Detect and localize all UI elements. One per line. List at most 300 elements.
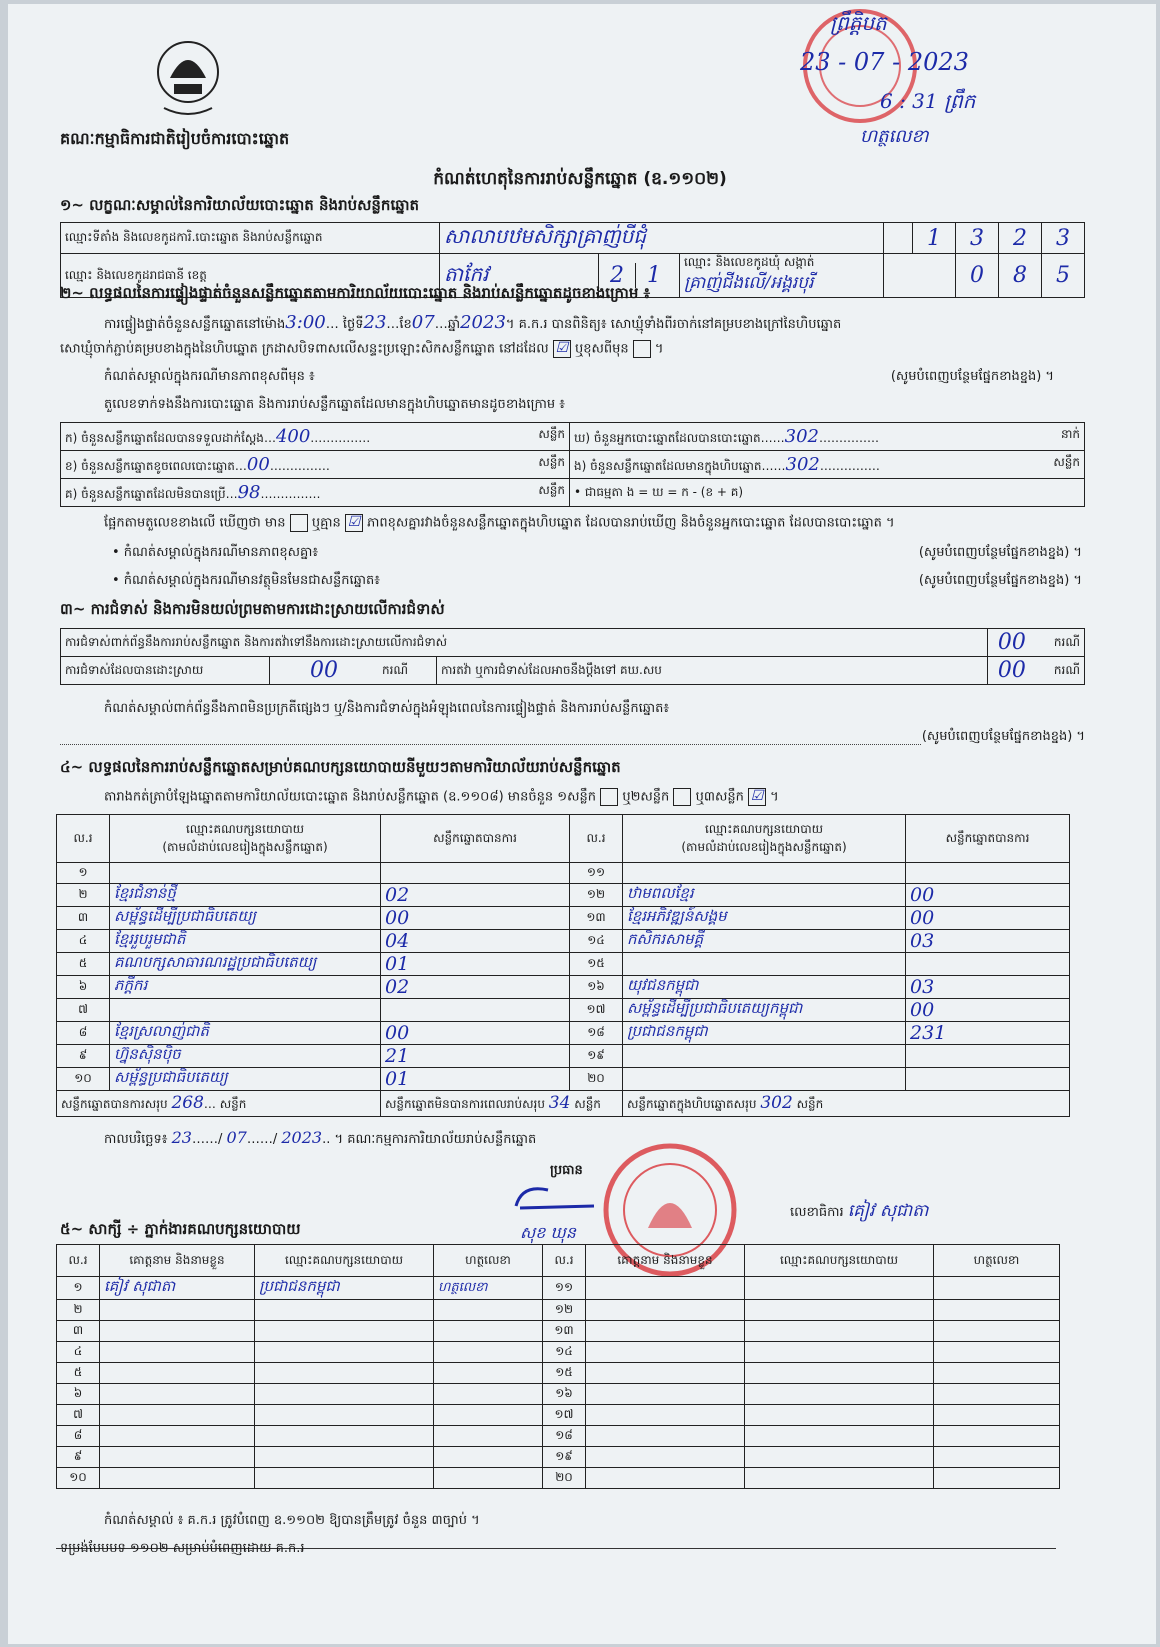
col-name: គោត្តនាម និងនាមខ្លួន bbox=[100, 1245, 255, 1277]
witness-party bbox=[745, 1405, 934, 1426]
witness-signature bbox=[934, 1405, 1060, 1426]
difference-note-label: កំណត់សម្គាល់ក្នុងករណីមានភាពខុសពីមុន ៖ bbox=[104, 369, 315, 384]
witness-no: ១៨ bbox=[543, 1426, 586, 1447]
witness-no: ៣ bbox=[57, 1321, 100, 1342]
col-sign: ហត្ថលេខា bbox=[934, 1245, 1060, 1277]
commune-name: គ្រាញ់ជីងលើ/អង្គរបុរី bbox=[684, 273, 814, 293]
discrepancy-no-label: ឬគ្មាន bbox=[311, 515, 341, 531]
col-party: ឈ្មោះគណបក្សនយោបាយ (តាមលំដាប់លេខរៀងក្នុងសន្លឹកឆ្នោត) bbox=[623, 815, 906, 863]
bullet-foreign-object-label: • កំណត់សម្គាល់ក្នុងករណីមានវត្ថុមិនមែនជាសន្លឹកឆ្នោត៖ bbox=[112, 573, 380, 588]
witness-party bbox=[745, 1342, 934, 1363]
tally-sheet-line bbox=[104, 788, 779, 808]
form-footer: ទម្រង់បែបបទ ១១០២ សម្រាប់បំពេញដោយ គ.ក.រ bbox=[60, 1541, 305, 1556]
witness-party bbox=[745, 1384, 934, 1405]
party-no: ១៥ bbox=[570, 953, 623, 976]
bullet-foreign-object-line bbox=[112, 572, 1082, 591]
witness-row bbox=[57, 1342, 1060, 1363]
party-votes: 02 bbox=[381, 884, 570, 907]
party-row bbox=[57, 884, 1070, 907]
witness-no: ១៦ bbox=[543, 1384, 586, 1405]
witness-signature bbox=[434, 1321, 543, 1342]
witness-party bbox=[745, 1321, 934, 1342]
seal-check-text: សោឃ្មុំចាក់ភ្ជាប់គម្របខាងក្នុងនៃហិបឆ្នោត ក្រដាសបិទពាសលើសន្ទះប្រឡោះសិកសន្លឹកឆ្នោត នៅដដែល bbox=[60, 341, 549, 357]
chair-signature-icon bbox=[512, 1182, 602, 1216]
witness-signature bbox=[434, 1447, 543, 1468]
figure-row bbox=[61, 479, 1085, 507]
witness-signature bbox=[434, 1468, 543, 1489]
witness-name bbox=[100, 1405, 255, 1426]
commission-name: គណៈកម្មាធិការជាតិរៀបចំការបោះឆ្នោត bbox=[60, 129, 290, 148]
figure-left-cell: ក) ចំនួនសន្លឹកឆ្នោតដែលបានទទួលដាក់ស្តែង…400…………… សន្លឹក bbox=[61, 423, 570, 451]
figure-left-value: 00 bbox=[246, 453, 270, 475]
difference-note-line bbox=[104, 368, 1054, 387]
unit: សន្លឹក bbox=[574, 1097, 601, 1111]
resolved-label: ការជំទាស់ដែលបានដោះស្រាយ bbox=[61, 657, 270, 685]
discrepancy-line bbox=[104, 514, 895, 534]
discrepancy-text: ភាពខុសគ្នារវាងចំនួនសន្លឹកឆ្នោតក្នុងហិបឆ្នោត ដែលបានរាប់ឃើញ និងចំនួនអ្នកបោះឆ្នោត ដែលបានបោះឆ្នោត ។ bbox=[367, 515, 895, 531]
appeal-label: ការតវ៉ា ឬការជំទាស់ដែលអាចនឹងប្តឹងទៅ គឃ.សប bbox=[437, 657, 988, 685]
witness-no: ២០ bbox=[543, 1468, 586, 1489]
form-note: កំណត់សម្គាល់ ៖ គ.ក.រ ត្រូវបំពេញ ឧ.១១០២ ឱ្យបានត្រឹមត្រូវ ចំនួន ៣ច្បាប់ ។ bbox=[104, 1513, 480, 1528]
figure-row bbox=[61, 451, 1085, 479]
total-box-label: សន្លឹកឆ្នោតក្នុងហិបឆ្នោតសរុប bbox=[627, 1097, 757, 1111]
party-name: ភក្តីករ bbox=[110, 976, 381, 999]
seal-check-end: ។ bbox=[654, 341, 664, 357]
party-votes: 00 bbox=[906, 999, 1070, 1022]
party-no: ១៨ bbox=[570, 1022, 623, 1045]
party-row bbox=[57, 930, 1070, 953]
party-row bbox=[57, 1045, 1070, 1068]
section5-title: ៥~ សាក្សី ÷ ភ្នាក់ងារគណបក្សនយោបាយ bbox=[60, 1220, 301, 1238]
witness-name bbox=[586, 1405, 745, 1426]
date-day: 23 bbox=[171, 1128, 192, 1147]
witness-name bbox=[100, 1468, 255, 1489]
resolved-count: 00 bbox=[270, 657, 379, 685]
witness-signature bbox=[934, 1363, 1060, 1384]
figure-right-value: 302 bbox=[785, 453, 820, 475]
party-no: ៧ bbox=[57, 999, 110, 1022]
witness-no: ១ bbox=[57, 1277, 100, 1300]
witness-signature bbox=[934, 1447, 1060, 1468]
witness-no: ៥ bbox=[57, 1363, 100, 1384]
witness-row bbox=[57, 1468, 1060, 1489]
party-no: ៨ bbox=[57, 1022, 110, 1045]
total-valid-label: សន្លឹកឆ្នោតបានការសរុប bbox=[61, 1097, 168, 1111]
witness-no: ១៤ bbox=[543, 1342, 586, 1363]
secretary-line bbox=[790, 1200, 928, 1225]
verification-time-label: ការផ្ទៀងផ្ទាត់ចំនួនសន្លឹកឆ្នោតនៅម៉ោង bbox=[104, 317, 286, 332]
commune-code-digit: 8 bbox=[999, 254, 1042, 298]
figure-right-value: 302 bbox=[784, 425, 819, 447]
witness-table bbox=[56, 1244, 1060, 1489]
tally-sheet-end: ។ bbox=[770, 789, 779, 805]
witness-party bbox=[745, 1300, 934, 1321]
witness-no: ១៩ bbox=[543, 1447, 586, 1468]
witness-no: ១៣ bbox=[543, 1321, 586, 1342]
complaints-label: ការជំទាស់ពាក់ព័ន្ធនឹងការរាប់សន្លឹកឆ្នោត និងការតវ៉ាទៅនឹងការដោះស្រាយលើការជំទាស់ bbox=[61, 629, 988, 657]
party-name bbox=[110, 863, 381, 884]
tally-two-sheets-checkbox[interactable] bbox=[673, 788, 691, 806]
col-party: ឈ្មោះគណបក្សនយោបាយ bbox=[745, 1245, 934, 1277]
witness-name bbox=[100, 1426, 255, 1447]
station-code-digit: 1 bbox=[913, 223, 956, 254]
witness-no: ១១ bbox=[543, 1277, 586, 1300]
witness-row bbox=[57, 1363, 1060, 1384]
total-invalid-value: 34 bbox=[548, 1093, 571, 1113]
party-results-table bbox=[56, 814, 1070, 1117]
party-name: ឋាមពលខ្មែរ bbox=[623, 884, 906, 907]
verification-time-line: ការផ្ទៀងផ្ទាត់ចំនួនសន្លឹកឆ្នោតនៅម៉ោង3:00… ថ្ងៃទី23…ខែ07…ឆ្នាំ2023។ គ.ក.រ បានពិនិត្យ៖ សោឃ្មុំទាំងពីរចាក់នៅគម្របខាងក្រៅនៃហិបឆ្នោត bbox=[104, 312, 842, 333]
witness-signature bbox=[934, 1468, 1060, 1489]
unit: សន្លឹក bbox=[796, 1097, 824, 1111]
party-votes bbox=[906, 1068, 1070, 1091]
stamp-handwriting-1: ព្រឹត្តិបត bbox=[830, 11, 887, 35]
party-name bbox=[623, 1068, 906, 1091]
witness-name: គៀវ សុជាតា bbox=[100, 1277, 255, 1300]
province-name: តាកែវ bbox=[440, 254, 599, 298]
bullet-difference-label: • កំណត់សម្គាល់ក្នុងករណីមានភាពខុសគ្នា៖ bbox=[112, 545, 319, 560]
figure-right-unit: នាក់ bbox=[1060, 426, 1080, 441]
commune-label: ឈ្មោះ និងលេខកូដឃុំ សង្កាត់ bbox=[684, 255, 815, 269]
party-no: ១១ bbox=[570, 863, 623, 884]
month-label: ខែ bbox=[399, 317, 412, 332]
party-name: យុវជនកម្ពុជា bbox=[623, 976, 906, 999]
witness-no: ១០ bbox=[57, 1468, 100, 1489]
total-valid-cell: សន្លឹកឆ្នោតបានការសរុប 268… សន្លឹក bbox=[57, 1091, 381, 1117]
figure-right-label: ង) ចំនួនសន្លឹកឆ្នោតដែលមានក្នុងហិបឆ្នោត bbox=[574, 458, 762, 473]
witness-row bbox=[57, 1277, 1060, 1300]
figure-left-unit: សន្លឹក bbox=[538, 454, 565, 469]
party-name bbox=[623, 863, 906, 884]
witness-row bbox=[57, 1384, 1060, 1405]
witness-party bbox=[255, 1384, 434, 1405]
section4-title: ៤~ លទ្ធផលនៃការរាប់សន្លឹកឆ្នោតសម្រាប់គណបក្សនយោបាយនីមួយៗតាមការិយាល័យរាប់សន្លឹកឆ្នោត bbox=[60, 758, 621, 776]
fill-back-note: (សូមបំពេញបន្ថែមផ្នែកខាងខ្នង) ។ bbox=[922, 728, 1085, 747]
figure-right-label: ឃ) ចំនួនអ្នកបោះឆ្នោតដែលបានបោះឆ្នោត bbox=[574, 430, 761, 445]
witness-party bbox=[745, 1426, 934, 1447]
discrepancy-label: ផ្អែកតាមតួលេខខាងលើ ឃើញថា មាន bbox=[104, 515, 286, 531]
witness-no: ៨ bbox=[57, 1426, 100, 1447]
party-name bbox=[623, 953, 906, 976]
witness-signature bbox=[434, 1363, 543, 1384]
station-code-digit: 3 bbox=[956, 223, 999, 254]
witness-signature bbox=[434, 1300, 543, 1321]
party-no: ១២ bbox=[570, 884, 623, 907]
witness-row bbox=[57, 1300, 1060, 1321]
witness-party bbox=[255, 1468, 434, 1489]
party-no: ៩ bbox=[57, 1045, 110, 1068]
stamp-date: 23 - 07 - 2023 bbox=[800, 48, 969, 76]
fill-back-note: (សូមបំពេញបន្ថែមផ្នែកខាងខ្នង) ។ bbox=[918, 545, 1082, 560]
figures-intro: តួលេខទាក់ទងនឹងការបោះឆ្នោត និងការរាប់សន្លឹកឆ្នោតដែលមានក្នុងហិបឆ្នោតមានដូចខាងក្រោម ៖ bbox=[104, 397, 565, 412]
witness-name bbox=[586, 1468, 745, 1489]
witness-no: ២ bbox=[57, 1300, 100, 1321]
col-no: ល.រ bbox=[57, 815, 110, 863]
fill-back-note: (សូមបំពេញបន្ថែមផ្នែកខាងខ្នង) ។ bbox=[890, 369, 1054, 384]
witness-signature bbox=[934, 1277, 1060, 1300]
witness-signature bbox=[434, 1405, 543, 1426]
witness-signature bbox=[434, 1426, 543, 1447]
station-code-digit: 3 bbox=[1042, 223, 1085, 254]
party-votes bbox=[906, 863, 1070, 884]
party-row bbox=[57, 863, 1070, 884]
verification-time-text: ។ គ.ក.រ បានពិនិត្យ៖ សោឃ្មុំទាំងពីរចាក់នៅគម្របខាងក្រៅនៃហិបឆ្នោត bbox=[505, 317, 842, 332]
commune-code-digit: 5 bbox=[1042, 254, 1085, 298]
seal-unchanged-checkbox[interactable]: ☑ bbox=[553, 340, 571, 358]
party-name: ខ្មែរអភិវឌ្ឍន៍សង្គម bbox=[623, 907, 906, 930]
secretary-name: គៀវ សុជាតា bbox=[847, 1201, 929, 1221]
tally-three-sheets-checkbox[interactable]: ☑ bbox=[748, 788, 766, 806]
witness-name bbox=[100, 1300, 255, 1321]
witness-party bbox=[255, 1342, 434, 1363]
witness-party bbox=[745, 1447, 934, 1468]
party-name: ប្រជាជនកម្ពុជា bbox=[623, 1022, 906, 1045]
party-no: ៦ bbox=[57, 976, 110, 999]
discrepancy-no-checkbox[interactable]: ☑ bbox=[345, 514, 363, 532]
col-no: ល.រ bbox=[57, 1245, 100, 1277]
witness-party bbox=[745, 1363, 934, 1384]
witness-signature bbox=[934, 1384, 1060, 1405]
province-label: ឈ្មោះ និងលេខកូដរាជធានី ខេត្ត bbox=[61, 254, 440, 298]
committee-label: ។ គណៈកម្មការការិយាល័យរាប់សន្លឹកឆ្នោត bbox=[334, 1132, 537, 1147]
verification-day: 23 bbox=[363, 312, 387, 333]
witness-name bbox=[100, 1342, 255, 1363]
party-name: ខ្មែរជំនាន់ថ្មី bbox=[110, 884, 381, 907]
seal-changed-checkbox[interactable] bbox=[633, 340, 651, 358]
party-name: សម្ព័ន្ធប្រជាធិបតេយ្យ bbox=[110, 1068, 381, 1091]
cases-unit: ករណី bbox=[378, 657, 437, 685]
province-code-digit: 2 bbox=[599, 263, 636, 288]
col-party: ឈ្មោះគណបក្សនយោបាយ (តាមលំដាប់លេខរៀងក្នុងសន្លឹកឆ្នោត) bbox=[110, 815, 381, 863]
party-no: ៥ bbox=[57, 953, 110, 976]
day-label: ថ្ងៃទី bbox=[342, 317, 364, 332]
chair-name: សុខ ឃុន bbox=[520, 1223, 576, 1242]
discrepancy-yes-checkbox[interactable] bbox=[290, 514, 308, 532]
witness-party bbox=[255, 1300, 434, 1321]
party-votes: 01 bbox=[381, 953, 570, 976]
witness-party bbox=[255, 1405, 434, 1426]
witness-row bbox=[57, 1405, 1060, 1426]
witness-name bbox=[100, 1321, 255, 1342]
party-row bbox=[57, 953, 1070, 976]
party-votes bbox=[906, 953, 1070, 976]
figure-right-cell: ឃ) ចំនួនអ្នកបោះឆ្នោតដែលបានបោះឆ្នោត……302…………… នាក់ bbox=[570, 423, 1085, 451]
province-code-digit: 1 bbox=[647, 263, 661, 288]
appeal-count: 00 bbox=[987, 657, 1036, 685]
witness-party bbox=[255, 1426, 434, 1447]
witness-name bbox=[586, 1447, 745, 1468]
witness-no: ៩ bbox=[57, 1447, 100, 1468]
party-name: កសិករសាមគ្គី bbox=[623, 930, 906, 953]
col-no: ល.រ bbox=[570, 815, 623, 863]
date-label: កាលបរិច្ឆេទ៖ bbox=[104, 1132, 168, 1147]
party-name: សម្ព័ន្ធដើម្បីប្រជាធិបតេយ្យកម្ពុជា bbox=[623, 999, 906, 1022]
witness-name bbox=[586, 1426, 745, 1447]
figure-right-label: • ជាធម្មតា ង = ឃ = ក - (ខ + គ) bbox=[574, 484, 744, 499]
tally-two-sheets-label: ឬ២សន្លឹក bbox=[622, 789, 670, 805]
stamp-signature: ហត្ថលេខា bbox=[860, 126, 929, 147]
section2-title: ២~ លទ្ធផលនៃការផ្ទៀងផ្ទាត់ចំនួនសន្លឹកឆ្នោតតាមការិយាល័យបោះឆ្នោត និងរាប់សន្លឹកឆ្នោតដូចខាងក្រោម ៖ bbox=[60, 284, 651, 302]
party-name: ខ្មែរស្រលាញ់ជាតិ bbox=[110, 1022, 381, 1045]
witness-no: ១៧ bbox=[543, 1405, 586, 1426]
chair-label: ប្រធាន bbox=[550, 1163, 583, 1178]
verification-year: 2023 bbox=[460, 312, 506, 333]
witness-signature bbox=[934, 1426, 1060, 1447]
witness-no: ១២ bbox=[543, 1300, 586, 1321]
col-party: ឈ្មោះគណបក្សនយោបាយ bbox=[255, 1245, 434, 1277]
witness-no: ៤ bbox=[57, 1342, 100, 1363]
stamp-time: 6 : 31 ព្រឹក bbox=[880, 89, 976, 113]
witness-signature bbox=[434, 1342, 543, 1363]
tally-sheet-label: តារាងកត់ត្រាបំឡែងឆ្នោតតាមការិយាល័យបោះឆ្នោត និងរាប់សន្លឹកឆ្នោត (ឧ.១១០៨) មានចំនួន ១សន្លឹក bbox=[104, 789, 597, 805]
figure-left-unit: សន្លឹក bbox=[538, 426, 565, 441]
station-code-digit: 2 bbox=[999, 223, 1042, 254]
cases-unit: ករណី bbox=[1036, 657, 1085, 685]
party-row bbox=[57, 976, 1070, 999]
date-line: កាលបរិច្ឆេទ៖ 23……/ 07……/ 2023.. ។ គណៈកម្មការការិយាល័យរាប់សន្លឹកឆ្នោត bbox=[104, 1128, 537, 1147]
party-votes bbox=[381, 999, 570, 1022]
date-month: 07 bbox=[226, 1128, 247, 1147]
party-row bbox=[57, 907, 1070, 930]
party-name: គណបក្សសាធារណរដ្ឋប្រជាធិបតេយ្យ bbox=[110, 953, 381, 976]
figure-row bbox=[61, 423, 1085, 451]
figure-left-label: ខ) ចំនួនសន្លឹកឆ្នោតខូចពេលបោះឆ្នោត bbox=[65, 458, 235, 473]
party-votes: 04 bbox=[381, 930, 570, 953]
ballot-figures-table bbox=[60, 422, 1085, 507]
party-no: ២ bbox=[57, 884, 110, 907]
party-name: សម្ព័ន្ធដើម្បីប្រជាធិបតេយ្យ bbox=[110, 907, 381, 930]
station-label: ឈ្មោះទីតាំង និងលេខកូដការិ.បោះឆ្នោត និងរាប់សន្លឹកឆ្នោត bbox=[61, 223, 440, 254]
party-votes bbox=[381, 863, 570, 884]
complaints-table bbox=[60, 628, 1085, 685]
party-votes: 01 bbox=[381, 1068, 570, 1091]
party-no: ១៤ bbox=[570, 930, 623, 953]
irregularity-note: កំណត់សម្គាល់ពាក់ព័ន្ធនឹងភាពមិនប្រក្រតីផ្សេងៗ ឬ/និងការជំទាស់ក្នុងអំឡុងពេលនៃការផ្ទៀងផ្ទាត់ និងការរាប់សន្លឹកឆ្នោត៖ bbox=[104, 701, 670, 716]
figure-left-value: 400 bbox=[275, 425, 311, 447]
total-invalid-label: សន្លឹកឆ្នោតមិនបានការពេលរាប់សរុប bbox=[385, 1097, 545, 1111]
date-year: 2023 bbox=[281, 1128, 323, 1147]
tally-three-sheets-label: ឬ៣សន្លឹក bbox=[695, 789, 744, 805]
witness-row bbox=[57, 1426, 1060, 1447]
section1-title: ១~ លក្ខណៈសម្គាល់នៃការិយាល័យបោះឆ្នោត និងរាប់សន្លឹកឆ្នោត bbox=[60, 196, 420, 214]
commission-emblem-icon bbox=[150, 38, 226, 120]
total-valid-value: 268 bbox=[171, 1093, 204, 1113]
party-row bbox=[57, 999, 1070, 1022]
party-no: ១០ bbox=[57, 1068, 110, 1091]
witness-row bbox=[57, 1447, 1060, 1468]
party-no: ៣ bbox=[57, 907, 110, 930]
figure-left-label: គ) ចំនួនសន្លឹកឆ្នោតដែលមិនបានប្រើ bbox=[65, 486, 226, 501]
figure-left-label: ក) ចំនួនសន្លឹកឆ្នោតដែលបានទទួលដាក់ស្តែង bbox=[65, 430, 264, 445]
witness-no: ៧ bbox=[57, 1405, 100, 1426]
party-row bbox=[57, 1068, 1070, 1091]
col-no: ល.រ bbox=[543, 1245, 586, 1277]
tally-one-sheet-checkbox[interactable] bbox=[600, 788, 618, 806]
witness-signature bbox=[934, 1321, 1060, 1342]
witness-signature bbox=[934, 1300, 1060, 1321]
party-votes: 00 bbox=[381, 1022, 570, 1045]
witness-name bbox=[100, 1384, 255, 1405]
party-name: ខ្មែររួបរួមជាតិ bbox=[110, 930, 381, 953]
party-row bbox=[57, 1022, 1070, 1045]
bullet-difference-line bbox=[112, 544, 1082, 563]
witness-name bbox=[586, 1321, 745, 1342]
figure-left-cell: ខ) ចំនួនសន្លឹកឆ្នោតខូចពេលបោះឆ្នោត…00…………… សន្លឹក bbox=[61, 451, 570, 479]
witness-name bbox=[586, 1277, 745, 1300]
witness-party bbox=[255, 1363, 434, 1384]
witness-name bbox=[586, 1363, 745, 1384]
party-name: ហ្វ៊ុនស៊ិនប៉ិច bbox=[110, 1045, 381, 1068]
party-no: ១៣ bbox=[570, 907, 623, 930]
witness-party: ប្រជាជនកម្ពុជា bbox=[255, 1277, 434, 1300]
witness-no: ៦ bbox=[57, 1384, 100, 1405]
party-votes: 03 bbox=[906, 930, 1070, 953]
fill-back-note: (សូមបំពេញបន្ថែមផ្នែកខាងខ្នង) ។ bbox=[918, 573, 1082, 588]
party-votes: 03 bbox=[906, 976, 1070, 999]
party-no: ១៦ bbox=[570, 976, 623, 999]
unit: សន្លឹក bbox=[219, 1097, 247, 1111]
figure-right-cell: ង) ចំនួនសន្លឹកឆ្នោតដែលមានក្នុងហិបឆ្នោត……302…………… សន្លឹក bbox=[570, 451, 1085, 479]
total-box-cell bbox=[623, 1091, 1070, 1117]
figure-right-cell bbox=[570, 479, 1085, 507]
party-name bbox=[623, 1045, 906, 1068]
verification-month: 07 bbox=[411, 312, 435, 333]
figure-right-unit: សន្លឹក bbox=[1053, 454, 1080, 469]
total-box-value: 302 bbox=[760, 1093, 793, 1113]
witness-signature: ហត្ថលេខា bbox=[434, 1277, 543, 1300]
figure-left-cell: គ) ចំនួនសន្លឹកឆ្នោតដែលមិនបានប្រើ…98…………… សន្លឹក bbox=[61, 479, 570, 507]
complaints-count: 00 bbox=[987, 629, 1036, 657]
party-no: ១៩ bbox=[570, 1045, 623, 1068]
secretary-label: លេខាធិការ bbox=[790, 1205, 844, 1220]
witness-name bbox=[100, 1447, 255, 1468]
col-sign: ហត្ថលេខា bbox=[434, 1245, 543, 1277]
section3-title: ៣~ ការជំទាស់ និងការមិនយល់ព្រមតាមការដោះស្រាយលើការជំទាស់ bbox=[60, 600, 445, 618]
commune-code-digit: 0 bbox=[956, 254, 999, 298]
verification-time: 3:00 bbox=[285, 312, 326, 333]
figure-left-unit: សន្លឹក bbox=[538, 482, 565, 497]
witness-no: ១៥ bbox=[543, 1363, 586, 1384]
party-votes: 231 bbox=[906, 1022, 1070, 1045]
total-invalid-cell bbox=[381, 1091, 623, 1117]
witness-party bbox=[745, 1277, 934, 1300]
witness-name bbox=[100, 1363, 255, 1384]
witness-name bbox=[586, 1342, 745, 1363]
year-label: ឆ្នាំ bbox=[447, 317, 461, 332]
party-no: ១ bbox=[57, 863, 110, 884]
party-no: ២០ bbox=[570, 1068, 623, 1091]
party-name bbox=[110, 999, 381, 1022]
witness-signature bbox=[434, 1384, 543, 1405]
seal-check-line bbox=[60, 340, 663, 360]
party-no: ៤ bbox=[57, 930, 110, 953]
witness-party bbox=[255, 1447, 434, 1468]
party-votes: 00 bbox=[381, 907, 570, 930]
party-votes bbox=[906, 1045, 1070, 1068]
witness-name bbox=[586, 1384, 745, 1405]
party-votes: 00 bbox=[906, 884, 1070, 907]
document-title: កំណត់ហេតុនៃការរាប់សន្លឹកឆ្នោត (ឧ.១១០២) bbox=[433, 169, 727, 189]
party-votes: 02 bbox=[381, 976, 570, 999]
irregularity-note-line bbox=[60, 730, 1085, 745]
col-votes: សន្លឹកឆ្នោតបានការ bbox=[381, 815, 570, 863]
witness-row bbox=[57, 1321, 1060, 1342]
seal-changed-label: ឬខុសពីមុន bbox=[574, 341, 629, 357]
party-no: ១៧ bbox=[570, 999, 623, 1022]
witness-party bbox=[255, 1321, 434, 1342]
witness-signature bbox=[934, 1342, 1060, 1363]
witness-party bbox=[745, 1468, 934, 1489]
